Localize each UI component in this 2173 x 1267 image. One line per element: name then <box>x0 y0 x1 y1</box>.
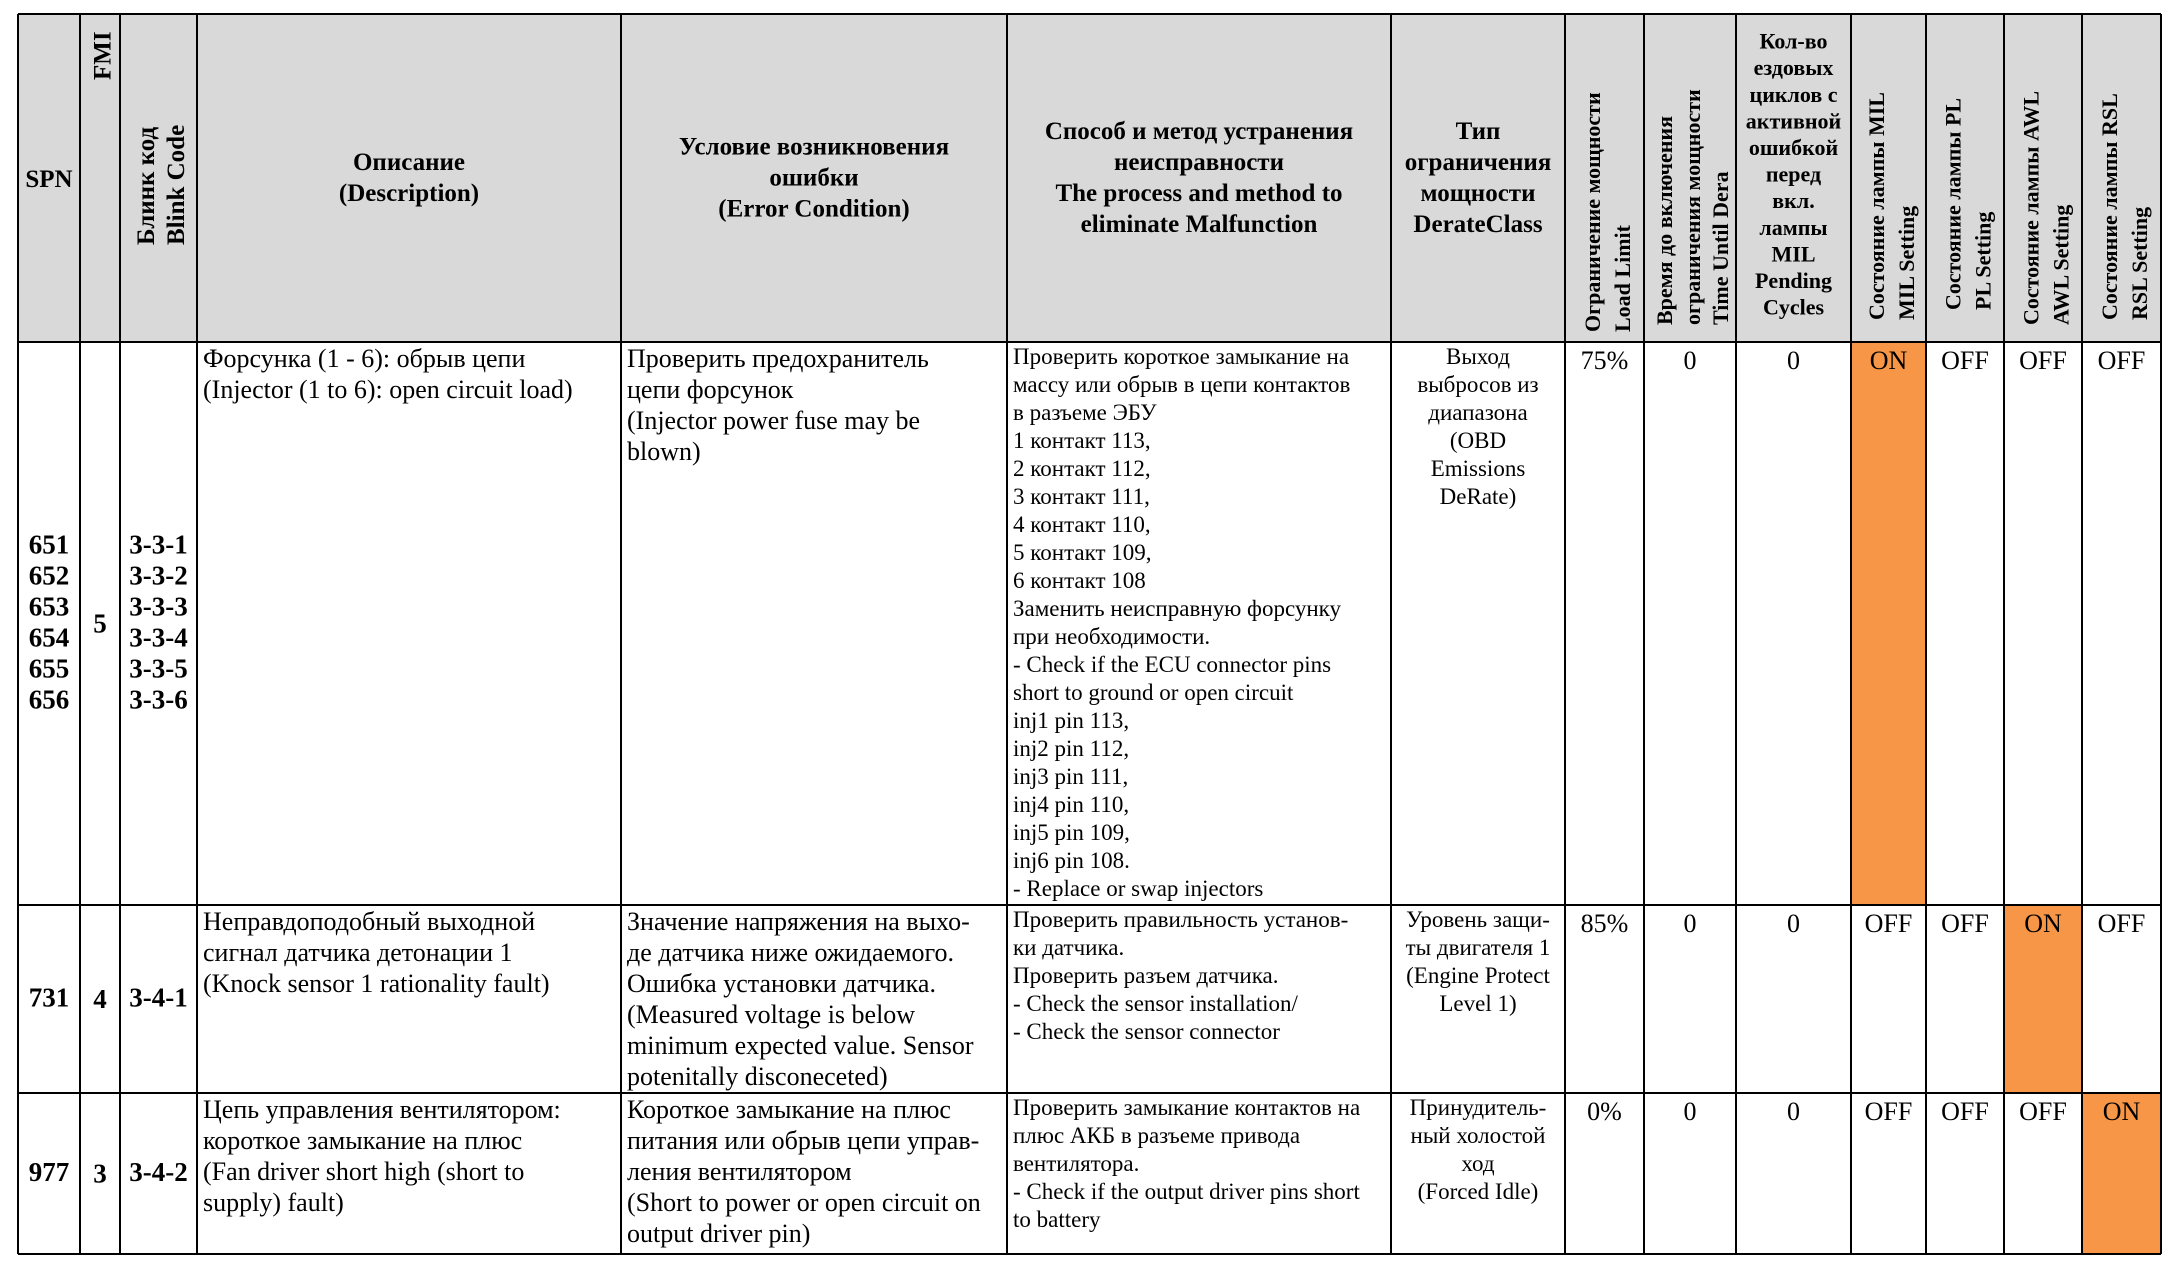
row-1-method-line: массу или обрыв в цепи контактов <box>1013 372 1351 397</box>
row-3-description-line: (Fan driver short high (short to <box>203 1157 525 1186</box>
header-pl-setting-line: PL Setting <box>1970 211 1996 310</box>
header-spn: SPN <box>25 166 73 193</box>
header-time-until-derate-line: ограничения мощности <box>1679 89 1705 325</box>
row-2-description-line: Неправдоподобный выходной <box>203 907 536 936</box>
header-method-line: The process and method to <box>1055 180 1343 207</box>
row-1-description-line: (Injector (1 to 6): open circuit load) <box>203 375 573 404</box>
row-1-blink-code-line: 3-3-2 <box>129 560 188 591</box>
row-1-time-until-derate: 0 <box>1683 346 1697 375</box>
lamp-on-cell <box>1851 342 1926 905</box>
row-2-derate-class-line: ты двигателя 1 <box>1405 935 1551 960</box>
header-mil-setting-line: Состояние лампы MIL <box>1864 92 1889 320</box>
header-awl-setting-line: Состояние лампы AWL <box>2018 90 2044 325</box>
header-derate-class-line: Тип <box>1455 118 1501 145</box>
row-2-method-line: Проверить разъем датчика. <box>1013 963 1279 988</box>
row-3-error-condition-line: (Short to power or open circuit on <box>627 1188 981 1217</box>
row-2-method-line: - Check the sensor connector <box>1013 1019 1280 1044</box>
row-1-method-line: inj6 pin 108. <box>1013 848 1130 873</box>
row-1-method-line: Заменить неисправную форсунку <box>1013 596 1342 621</box>
header-fmi <box>90 31 117 80</box>
row-1-spn-line: 655 <box>28 653 70 684</box>
row-1-spn-line: 654 <box>28 622 70 653</box>
row-1-spn-line: 651 <box>28 529 70 560</box>
header-blink-code-line: Блинк код <box>133 126 160 245</box>
header-time-until-derate-line: Time Until Dera <box>1707 171 1733 325</box>
row-1-method-line: 1 контакт 113, <box>1013 428 1151 453</box>
row-1-method-line: - Replace or swap injectors <box>1013 876 1264 901</box>
header-pending-cycles-line: MIL <box>1771 241 1816 267</box>
header-awl-setting-line: AWL Setting <box>2048 204 2074 325</box>
header-load-limit-line: Load Limit <box>1610 225 1635 332</box>
row-2-fmi: 4 <box>93 984 107 1014</box>
header-row-background <box>18 14 2161 342</box>
row-1-derate-class-line: диапазона <box>1428 400 1528 425</box>
row-3-derate-class-line: Принудитель- <box>1409 1095 1547 1120</box>
row-2-mil-setting: OFF <box>1864 909 1913 938</box>
row-2-rsl-setting: OFF <box>2097 909 2146 938</box>
row-1-method-line: в разъеме ЭБУ <box>1013 400 1157 425</box>
row-2-error-condition-line: Значение напряжения на выхо- <box>627 907 970 936</box>
row-1-method-line: 5 контакт 109, <box>1013 540 1152 565</box>
row-1-derate-class-line: Emissions <box>1430 456 1526 481</box>
row-1-load-limit: 75% <box>1580 346 1629 375</box>
row-2-pl-setting: OFF <box>1941 909 1989 938</box>
row-3-method-line: - Check if the output driver pins short <box>1013 1179 1360 1204</box>
row-2-error-condition-line: Ошибка установки датчика. <box>627 969 936 998</box>
row-1-pending-cycles: 0 <box>1787 346 1800 375</box>
row-1-blink-code-line: 3-3-6 <box>129 684 188 715</box>
header-method-line: неисправности <box>1114 149 1284 176</box>
row-2-error-condition-line: (Measured voltage is below <box>627 1000 916 1029</box>
header-blink-code-line: Blink Code <box>163 124 190 245</box>
row-1-blink-code-line: 3-3-5 <box>129 653 188 684</box>
row-3-derate-class-line: (Forced Idle) <box>1417 1179 1539 1204</box>
header-derate-class-line: ограничения <box>1404 149 1552 176</box>
header-time-until-derate-line: Время до включения <box>1651 116 1677 325</box>
row-1-derate-class-line: выбросов из <box>1417 372 1539 397</box>
row-1-method-line: при необходимости. <box>1013 624 1211 649</box>
header-pending-cycles-line: Кол-во <box>1759 28 1828 54</box>
header-pending-cycles-line: активной <box>1745 108 1842 134</box>
row-2-error-condition-line: minimum expected value. Sensor <box>627 1031 974 1060</box>
header-rsl-setting-line: Состояние лампы RSL <box>2097 93 2122 320</box>
row-2-load-limit: 85% <box>1580 909 1629 938</box>
row-3-derate-class-line: ход <box>1461 1151 1495 1176</box>
row-1-method-line: 6 контакт 108 <box>1013 568 1146 593</box>
row-3-spn-line: 977 <box>28 1157 70 1187</box>
row-1-error-condition-line: Проверить предохранитель <box>627 344 929 373</box>
header-pending-cycles-line: вкл. <box>1772 188 1815 214</box>
row-1-method-line: - Check if the ECU connector pins <box>1013 652 1332 677</box>
header-error-condition-line: ошибки <box>769 164 859 192</box>
header-pending-cycles-line: Pending <box>1754 268 1833 293</box>
row-3-rsl-setting: ON <box>2102 1097 2141 1126</box>
row-3-error-condition-line: Короткое замыкание на плюс <box>627 1095 951 1124</box>
row-1-pl-setting: OFF <box>1941 346 1989 375</box>
row-1-rsl-setting: OFF <box>2097 346 2146 375</box>
row-2-description-line: сигнал датчика детонации 1 <box>203 938 513 967</box>
row-1-description-line: Форсунка (1 - 6): обрыв цепи <box>203 344 526 373</box>
header-fmi-line: FMI <box>89 31 117 80</box>
row-2-time-until-derate: 0 <box>1683 909 1697 938</box>
row-2-derate-class-line: Уровень защи- <box>1406 907 1550 932</box>
row-3-error-condition-line: ления вентилятором <box>627 1157 852 1186</box>
row-3-description-line: Цепь управления вентилятором: <box>203 1095 561 1124</box>
row-1-method-line: short to ground or open circuit <box>1013 680 1294 705</box>
header-rsl-setting-line: RSL Setting <box>2127 206 2152 320</box>
row-2-awl-setting: ON <box>2024 909 2062 938</box>
row-1-mil-setting: ON <box>1869 346 1908 375</box>
header-description-line: Описание <box>352 149 466 176</box>
header-mil-setting-line: MIL Setting <box>1894 205 1919 320</box>
row-1-method-line: inj4 pin 110, <box>1013 792 1130 817</box>
row-1-error-condition-line: (Injector power fuse may be <box>627 406 921 435</box>
row-3-description-line: supply) fault) <box>203 1188 344 1217</box>
row-3-method-line: плюс АКБ в разъеме привода <box>1013 1123 1301 1148</box>
row-1-derate-class-line: DeRate) <box>1439 484 1517 509</box>
row-3-error-condition-line: питания или обрыв цепи управ- <box>627 1126 980 1155</box>
row-2-blink-code-line: 3-4-1 <box>129 982 188 1013</box>
row-3-description-line: короткое замыкание на плюс <box>203 1126 523 1155</box>
row-1-blink-code-line: 3-3-4 <box>129 622 188 653</box>
row-3-fmi: 3 <box>93 1158 107 1189</box>
header-pl-setting-line: Состояние лампы PL <box>1940 97 1966 310</box>
row-3-method-line: Проверить замыкание контактов на <box>1013 1095 1361 1120</box>
header-error-condition-line: (Error Condition) <box>718 195 910 223</box>
header-derate-class-line: DerateClass <box>1413 211 1543 238</box>
row-1-derate-class-line: (OBD <box>1449 428 1507 453</box>
row-1-method-line: inj1 pin 113, <box>1013 708 1130 733</box>
row-2-description-line: (Knock sensor 1 rationality fault) <box>203 969 550 998</box>
row-1-spn-line: 656 <box>28 684 70 715</box>
header-pending-cycles-line: лампы <box>1759 214 1828 240</box>
row-1-method-line: 4 контакт 110, <box>1013 512 1151 537</box>
row-3-awl-setting: OFF <box>2019 1097 2067 1126</box>
row-1-derate-class-line: Выход <box>1446 344 1510 369</box>
row-1-spn-line: 653 <box>28 591 70 622</box>
row-3-method-line: вентилятора. <box>1013 1151 1140 1176</box>
row-2-error-condition-line: де датчика ниже ожидаемого. <box>627 938 954 967</box>
header-method-line: eliminate Malfunction <box>1080 211 1318 238</box>
header-pending-cycles-line: ошибкой <box>1748 135 1839 160</box>
header-method-line: Способ и метод устранения <box>1044 118 1354 145</box>
header-load-limit-line: Ограничение мощности <box>1580 92 1605 332</box>
row-3-pl-setting: OFF <box>1941 1097 1989 1126</box>
row-3-method-line: to battery <box>1013 1207 1101 1232</box>
row-1-method-line: inj5 pin 109, <box>1013 820 1130 845</box>
header-error-condition-line: Условие возникновения <box>678 133 950 161</box>
row-1-fmi: 5 <box>93 608 107 639</box>
row-1-method-line: 3 контакт 111, <box>1013 484 1150 509</box>
row-3-pending-cycles: 0 <box>1787 1097 1800 1126</box>
row-1-awl-setting: OFF <box>2019 346 2067 375</box>
row-1-method-line: inj2 pin 112, <box>1013 736 1130 761</box>
row-1-error-condition-line: blown) <box>627 437 701 466</box>
row-1-blink-code-line: 3-3-1 <box>129 529 188 560</box>
header-pending-cycles-line: Cycles <box>1762 294 1825 320</box>
row-2-method-line: ки датчика. <box>1013 935 1125 960</box>
row-1-method-line: 2 контакт 112, <box>1013 456 1151 481</box>
row-2-method-line: Проверить правильность установ- <box>1013 907 1349 932</box>
row-3-time-until-derate: 0 <box>1683 1097 1697 1126</box>
row-3-load-limit: 0% <box>1587 1097 1622 1126</box>
row-3-mil-setting: OFF <box>1864 1097 1913 1126</box>
row-1-method-line: inj3 pin 111, <box>1013 764 1129 789</box>
row-1-blink-code-line: 3-3-3 <box>129 591 188 622</box>
header-pending-cycles-line: ездовых <box>1753 55 1834 81</box>
row-2-error-condition-line: potenitally disconeceted) <box>627 1062 888 1091</box>
row-2-method-line: - Check the sensor installation/ <box>1013 991 1298 1016</box>
row-2-pending-cycles: 0 <box>1787 909 1800 938</box>
row-3-error-condition-line: output driver pin) <box>627 1219 811 1248</box>
header-pending-cycles-line: циклов с <box>1749 81 1838 107</box>
row-1-method-line: Проверить короткое замыкание на <box>1013 344 1350 369</box>
row-2-derate-class-line: Level 1) <box>1439 991 1517 1016</box>
row-3-derate-class-line: ный холостой <box>1410 1123 1546 1148</box>
header-pending-cycles-line: перед <box>1765 161 1822 187</box>
row-2-spn-line: 731 <box>28 982 70 1013</box>
header-derate-class-line: мощности <box>1420 180 1536 207</box>
header-description-line: (Description) <box>338 180 480 207</box>
row-2-derate-class-line: (Engine Protect <box>1406 963 1550 988</box>
row-1-spn-line: 652 <box>28 560 70 591</box>
row-1-error-condition-line: цепи форсунок <box>627 375 794 404</box>
row-3-blink-code-line: 3-4-2 <box>129 1157 188 1187</box>
